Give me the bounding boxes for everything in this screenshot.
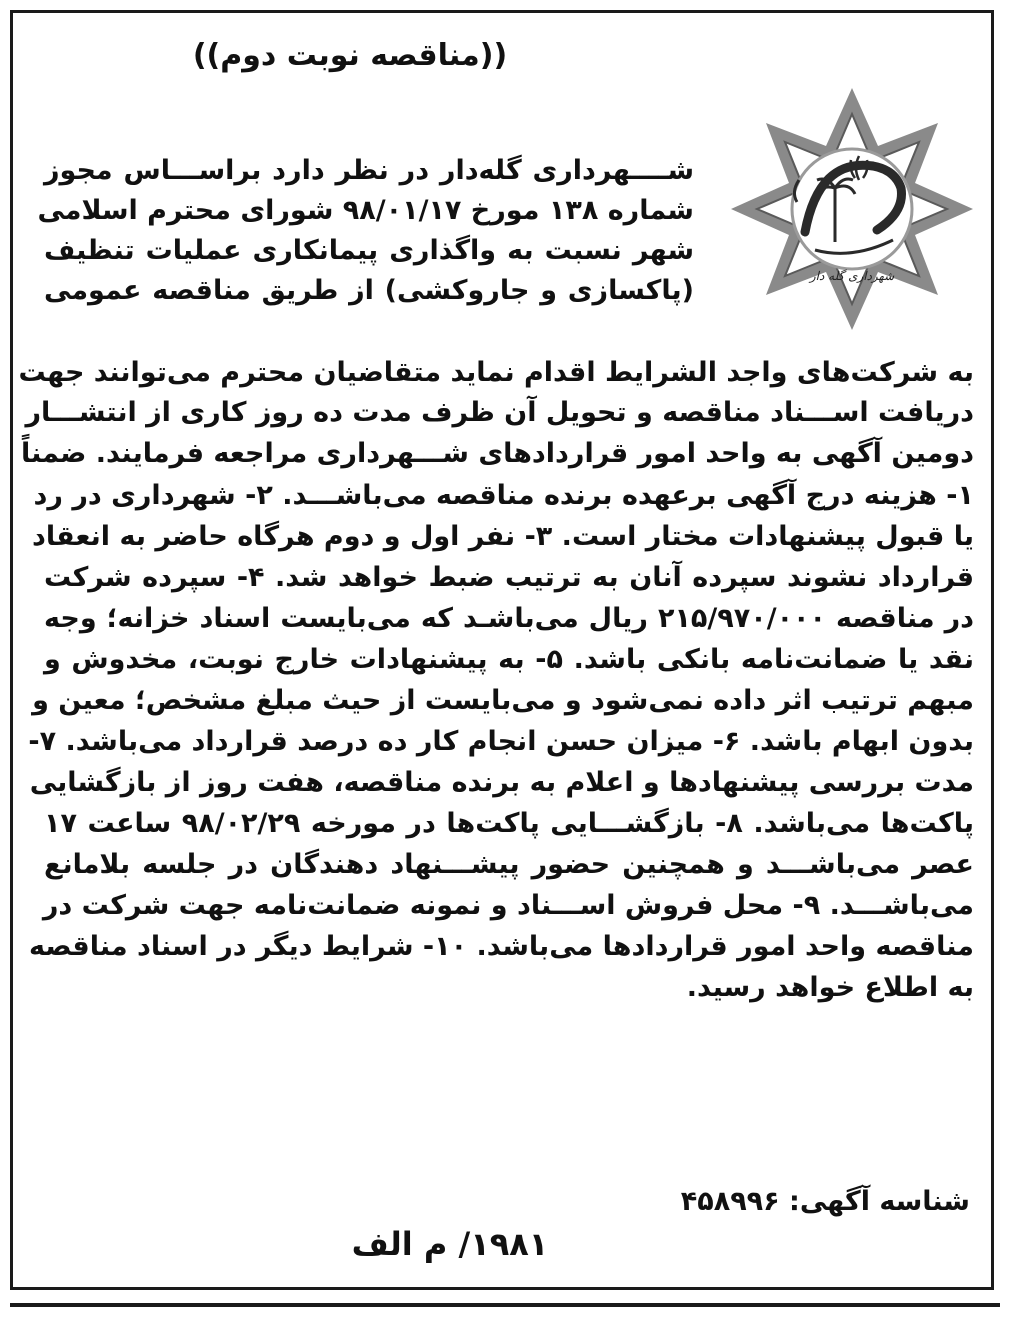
body-line-7: دومین آگهی به واحد امور قراردادهای شـــهرداری مراجعه فرمایند. ضمناً	[20, 438, 974, 469]
body-line-19: مناقصه واحد امور قراردادها می‌باشد. ۱۰- شرایط دیگر در اسناد مناقصه	[29, 931, 974, 962]
body-line-10: قرارداد نشوند سپرده آنان به ترتیب ضبط خواهد شد. ۴- سپرده شرکت	[44, 562, 974, 593]
body-line-20: به اطلاع خواهد رسید.	[686, 972, 974, 1003]
body-line-8: ۱- هزینه درج آگهی برعهده برنده مناقصه می‌باشـــد. ۲- شهرداری در رد	[33, 480, 974, 511]
body-line-9: یا قبول پیشنهادات مختار است. ۳- نفر اول و دوم هرگاه حاضر به انعقاد	[31, 521, 974, 552]
body-line-16: پاکت‌ها می‌باشد. ۸- بازگشـــایی پاکت‌ها در مورخه ۹۸/۰۲/۲۹ ساعت ۱۷	[44, 808, 975, 839]
bottom-divider	[10, 1303, 1000, 1307]
body-line-1: شــــهرداری گله‌دار در نظر دارد براســـاس مجوز	[44, 155, 694, 186]
body-line-14: بدون ابهام باشد. ۶- میزان حسن انجام کار ده درصد قرارداد می‌باشد. ۷-	[28, 726, 974, 757]
body-line-5: به شرکت‌های واجد الشرایط اقدام نماید متقاضیان محترم می‌توانند جهت	[18, 357, 974, 388]
logo-text: شهرداری گله دار	[809, 269, 895, 283]
publication-code: ۱۹۸۱/ م الف	[351, 1225, 549, 1263]
body-line-4: (پاکسازی و جاروکشی) از طریق مناقصه عمومی	[44, 275, 694, 306]
notice-title: ((مناقصه نوبت دوم))	[192, 38, 508, 73]
body-line-6: دریافت اســـناد مناقصه و تحویل آن ظرف مدت ده روز کاری از انتشـــار	[25, 397, 974, 428]
municipality-emblem-icon	[727, 84, 977, 334]
body-line-2: شماره ۱۳۸ مورخ ۹۸/۰۱/۱۷ شورای محترم اسلامی	[37, 195, 694, 226]
body-line-15: مدت بررسی پیشنهادها و اعلام به برنده مناقصه، هفت روز از بازگشایی	[29, 767, 974, 798]
body-line-18: می‌باشـــد. ۹- محل فروش اســـناد و نمونه ضمانت‌نامه جهت شرکت در	[42, 890, 974, 921]
body-line-11: در مناقصه ۲۱۵/۹۷۰/۰۰۰ ریال می‌باشـد که می‌بایست اسناد خزانه؛ وجه	[44, 603, 975, 634]
ad-id: شناسه آگهی: ۴۵۸۹۹۶	[680, 1186, 970, 1217]
body-line-17: عصر می‌باشـــد و همچنین حضور پیشـــنهاد دهندگان در جلسه بلامانع	[44, 849, 974, 880]
body-line-12: نقد یا ضمانت‌نامه بانکی باشد. ۵- به پیشنهادات خارج نوبت، مخدوش و	[44, 644, 974, 675]
body-line-3: شهر نسبت به واگذاری پیمانکاری عملیات تنظیف	[44, 235, 694, 266]
body-line-13: مبهم ترتیب اثر داده نمی‌شود و می‌بایست از حیث مبلغ مشخص؛ معین و	[32, 685, 974, 716]
